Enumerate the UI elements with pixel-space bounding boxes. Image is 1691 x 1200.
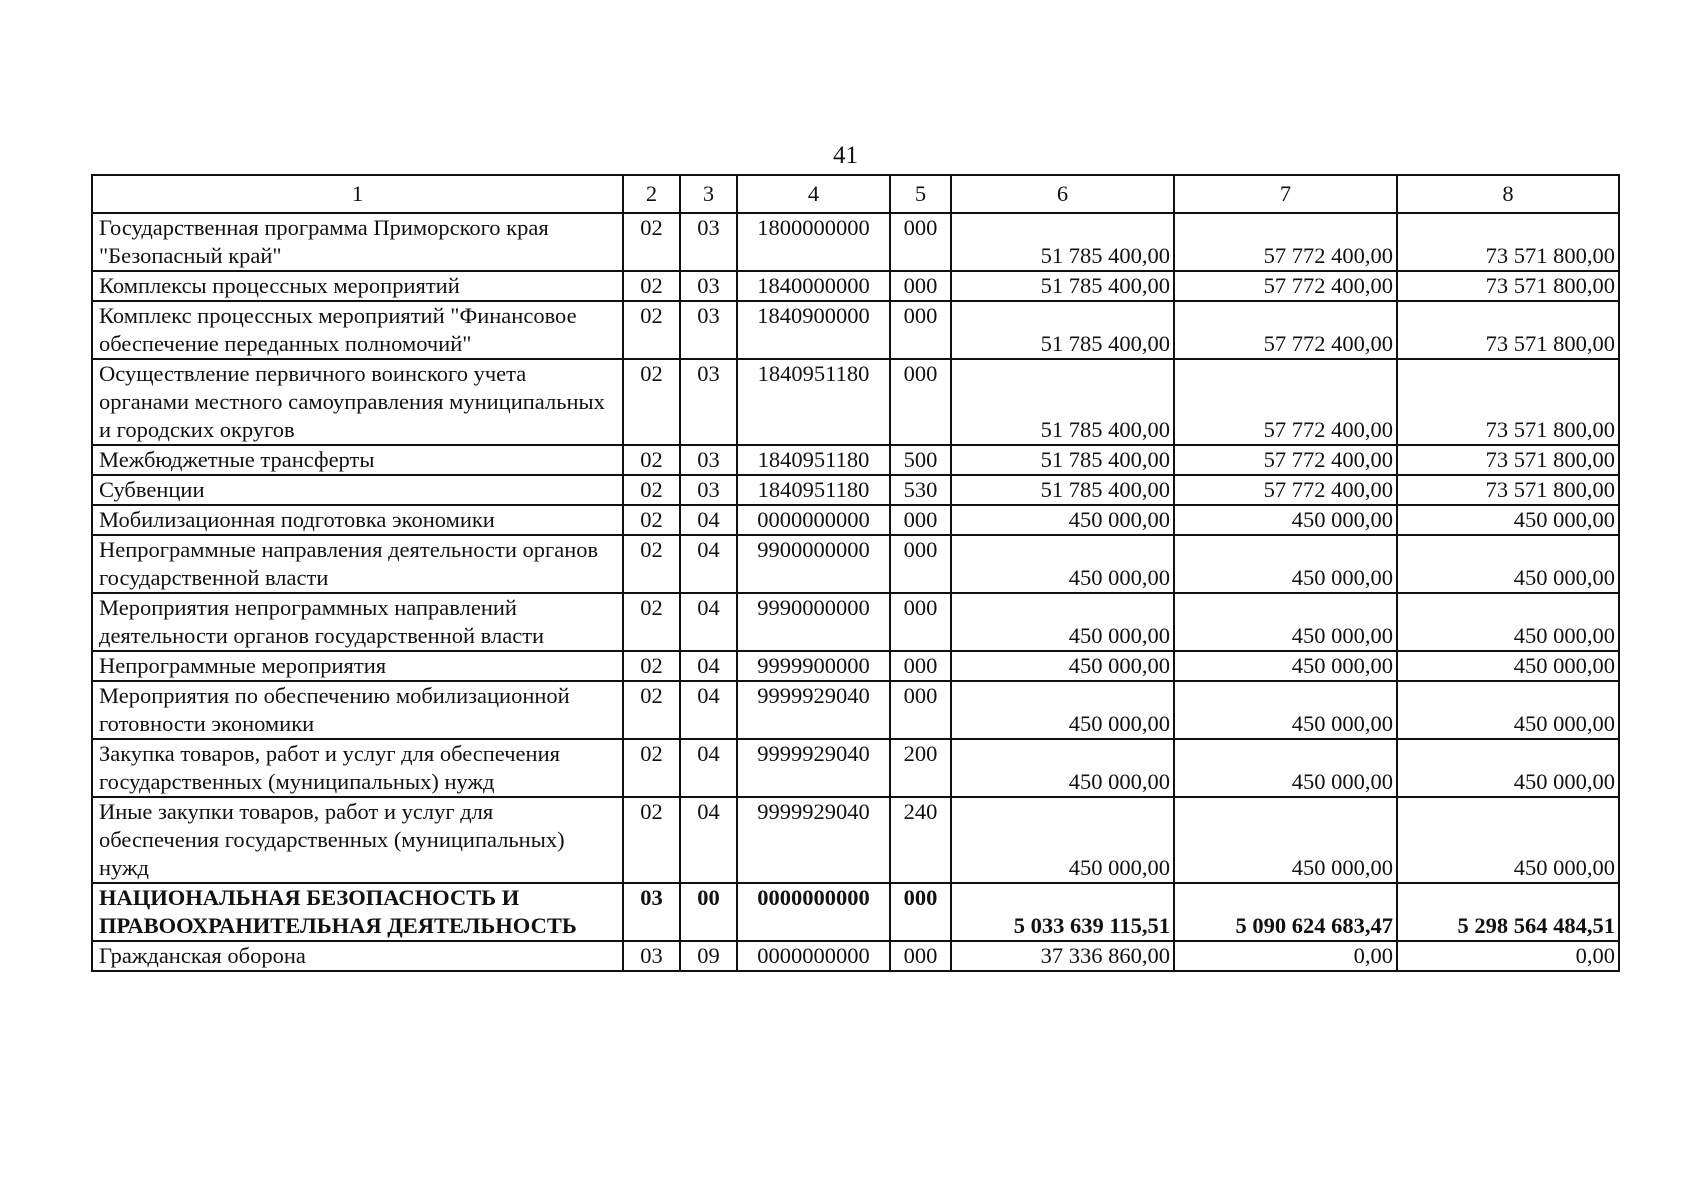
row-amount-7: 57 772 400,00 — [1174, 271, 1397, 301]
row-code-3: 03 — [680, 213, 737, 271]
table-row — [92, 651, 1619, 681]
table-row — [92, 535, 1619, 593]
budget-table — [91, 174, 1620, 972]
row-amount-7: 57 772 400,00 — [1174, 359, 1397, 445]
row-name: Мобилизационная подготовка экономики — [92, 505, 623, 535]
row-code-3: 00 — [680, 883, 737, 941]
table-row — [92, 445, 1619, 475]
row-name: Осуществление первичного воинского учета органами местного самоуправления муниципальных и городских округов — [92, 359, 623, 445]
row-name: Субвенции — [92, 475, 623, 505]
row-code-2: 02 — [623, 505, 680, 535]
row-amount-6: 450 000,00 — [951, 593, 1174, 651]
table-header-row — [92, 175, 1619, 213]
row-name: Мероприятия по обеспечению мобилизационной готовности экономики — [92, 681, 623, 739]
table-row — [92, 359, 1619, 445]
row-amount-8: 73 571 800,00 — [1397, 271, 1619, 301]
row-code-5: 000 — [890, 883, 951, 941]
row-amount-6: 51 785 400,00 — [951, 445, 1174, 475]
row-amount-7: 0,00 — [1174, 941, 1397, 971]
row-code-5: 000 — [890, 593, 951, 651]
row-code-3: 04 — [680, 505, 737, 535]
row-amount-8: 450 000,00 — [1397, 593, 1619, 651]
row-code-5: 000 — [890, 213, 951, 271]
row-name: Закупка товаров, работ и услуг для обеспечения государственных (муниципальных) нужд — [92, 739, 623, 797]
row-amount-8: 450 000,00 — [1397, 651, 1619, 681]
row-name: НАЦИОНАЛЬНАЯ БЕЗОПАСНОСТЬ И ПРАВООХРАНИТЕЛЬНАЯ ДЕЯТЕЛЬНОСТЬ — [92, 883, 623, 941]
row-amount-6: 450 000,00 — [951, 797, 1174, 883]
row-code-5: 000 — [890, 301, 951, 359]
header-col-2: 2 — [623, 175, 680, 213]
row-amount-6: 5 033 639 115,51 — [951, 883, 1174, 941]
row-amount-6: 450 000,00 — [951, 505, 1174, 535]
row-amount-7: 450 000,00 — [1174, 535, 1397, 593]
header-col-8: 8 — [1397, 175, 1619, 213]
row-code-2: 02 — [623, 535, 680, 593]
row-code-2: 02 — [623, 593, 680, 651]
row-code-2: 02 — [623, 651, 680, 681]
table-row — [92, 883, 1619, 941]
row-name: Иные закупки товаров, работ и услуг для обеспечения государственных (муниципальных) нужд — [92, 797, 623, 883]
row-code-2: 02 — [623, 445, 680, 475]
row-amount-7: 57 772 400,00 — [1174, 213, 1397, 271]
row-code-5: 240 — [890, 797, 951, 883]
row-code-2: 02 — [623, 359, 680, 445]
row-amount-6: 51 785 400,00 — [951, 475, 1174, 505]
row-code-3: 03 — [680, 359, 737, 445]
table-row — [92, 213, 1619, 271]
row-amount-7: 450 000,00 — [1174, 651, 1397, 681]
table-row — [92, 681, 1619, 739]
row-name: Гражданская оборона — [92, 941, 623, 971]
table-row — [92, 301, 1619, 359]
row-code-3: 03 — [680, 301, 737, 359]
row-code-5: 000 — [890, 681, 951, 739]
row-amount-8: 450 000,00 — [1397, 535, 1619, 593]
row-code-3: 03 — [680, 475, 737, 505]
table-row — [92, 593, 1619, 651]
row-amount-8: 73 571 800,00 — [1397, 445, 1619, 475]
row-code-5: 530 — [890, 475, 951, 505]
row-code-4: 0000000000 — [737, 941, 890, 971]
row-amount-7: 57 772 400,00 — [1174, 445, 1397, 475]
row-name: Государственная программа Приморского края "Безопасный край" — [92, 213, 623, 271]
row-amount-8: 73 571 800,00 — [1397, 301, 1619, 359]
row-name: Непрограммные направления деятельности органов государственной власти — [92, 535, 623, 593]
page-number: 41 — [833, 142, 858, 169]
row-name: Мероприятия непрограммных направлений деятельности органов государственной власти — [92, 593, 623, 651]
row-code-5: 500 — [890, 445, 951, 475]
row-amount-8: 5 298 564 484,51 — [1397, 883, 1619, 941]
row-code-3: 04 — [680, 681, 737, 739]
row-amount-6: 51 785 400,00 — [951, 359, 1174, 445]
row-code-3: 03 — [680, 445, 737, 475]
row-code-4: 9990000000 — [737, 593, 890, 651]
header-col-4: 4 — [737, 175, 890, 213]
row-code-5: 000 — [890, 651, 951, 681]
table-row — [92, 797, 1619, 883]
row-amount-6: 450 000,00 — [951, 535, 1174, 593]
row-amount-7: 450 000,00 — [1174, 739, 1397, 797]
row-code-4: 9999929040 — [737, 681, 890, 739]
row-code-2: 03 — [623, 883, 680, 941]
header-col-6: 6 — [951, 175, 1174, 213]
row-amount-8: 450 000,00 — [1397, 797, 1619, 883]
row-code-4: 1840951180 — [737, 445, 890, 475]
row-code-5: 000 — [890, 505, 951, 535]
row-code-2: 02 — [623, 739, 680, 797]
row-code-3: 04 — [680, 593, 737, 651]
row-code-3: 04 — [680, 651, 737, 681]
row-amount-6: 450 000,00 — [951, 681, 1174, 739]
row-code-4: 1840000000 — [737, 271, 890, 301]
row-amount-8: 450 000,00 — [1397, 739, 1619, 797]
row-amount-8: 0,00 — [1397, 941, 1619, 971]
row-code-2: 02 — [623, 213, 680, 271]
row-code-2: 02 — [623, 301, 680, 359]
row-code-2: 02 — [623, 271, 680, 301]
row-amount-7: 5 090 624 683,47 — [1174, 883, 1397, 941]
row-code-5: 000 — [890, 359, 951, 445]
row-code-2: 03 — [623, 941, 680, 971]
header-col-5: 5 — [890, 175, 951, 213]
row-code-2: 02 — [623, 475, 680, 505]
row-name: Непрограммные мероприятия — [92, 651, 623, 681]
table-row — [92, 271, 1619, 301]
row-amount-6: 450 000,00 — [951, 651, 1174, 681]
row-amount-7: 450 000,00 — [1174, 593, 1397, 651]
row-code-4: 9999900000 — [737, 651, 890, 681]
row-code-3: 04 — [680, 535, 737, 593]
row-code-2: 02 — [623, 681, 680, 739]
table-row — [92, 505, 1619, 535]
row-code-4: 0000000000 — [737, 505, 890, 535]
row-amount-8: 73 571 800,00 — [1397, 359, 1619, 445]
row-name: Межбюджетные трансферты — [92, 445, 623, 475]
row-code-3: 03 — [680, 271, 737, 301]
row-code-4: 0000000000 — [737, 883, 890, 941]
table-row — [92, 739, 1619, 797]
row-code-4: 1840900000 — [737, 301, 890, 359]
row-code-5: 000 — [890, 941, 951, 971]
row-name: Комплексы процессных мероприятий — [92, 271, 623, 301]
row-amount-6: 51 785 400,00 — [951, 213, 1174, 271]
row-code-3: 04 — [680, 797, 737, 883]
row-amount-8: 73 571 800,00 — [1397, 475, 1619, 505]
row-amount-7: 450 000,00 — [1174, 681, 1397, 739]
row-code-2: 02 — [623, 797, 680, 883]
row-code-4: 9999929040 — [737, 797, 890, 883]
row-name: Комплекс процессных мероприятий "Финансовое обеспечение переданных полномочий" — [92, 301, 623, 359]
row-amount-6: 37 336 860,00 — [951, 941, 1174, 971]
table-row — [92, 475, 1619, 505]
row-code-4: 9999929040 — [737, 739, 890, 797]
row-amount-8: 73 571 800,00 — [1397, 213, 1619, 271]
header-col-3: 3 — [680, 175, 737, 213]
row-amount-7: 450 000,00 — [1174, 505, 1397, 535]
row-amount-6: 51 785 400,00 — [951, 271, 1174, 301]
row-code-4: 1840951180 — [737, 359, 890, 445]
row-amount-8: 450 000,00 — [1397, 681, 1619, 739]
row-amount-6: 51 785 400,00 — [951, 301, 1174, 359]
header-col-1: 1 — [92, 175, 623, 213]
row-code-5: 200 — [890, 739, 951, 797]
table-row — [92, 941, 1619, 971]
row-code-5: 000 — [890, 271, 951, 301]
row-amount-6: 450 000,00 — [951, 739, 1174, 797]
row-amount-7: 450 000,00 — [1174, 797, 1397, 883]
row-code-3: 09 — [680, 941, 737, 971]
row-code-4: 9900000000 — [737, 535, 890, 593]
row-code-4: 1840951180 — [737, 475, 890, 505]
header-col-7: 7 — [1174, 175, 1397, 213]
row-amount-7: 57 772 400,00 — [1174, 475, 1397, 505]
row-code-5: 000 — [890, 535, 951, 593]
row-amount-8: 450 000,00 — [1397, 505, 1619, 535]
row-amount-7: 57 772 400,00 — [1174, 301, 1397, 359]
row-code-3: 04 — [680, 739, 737, 797]
row-code-4: 1800000000 — [737, 213, 890, 271]
